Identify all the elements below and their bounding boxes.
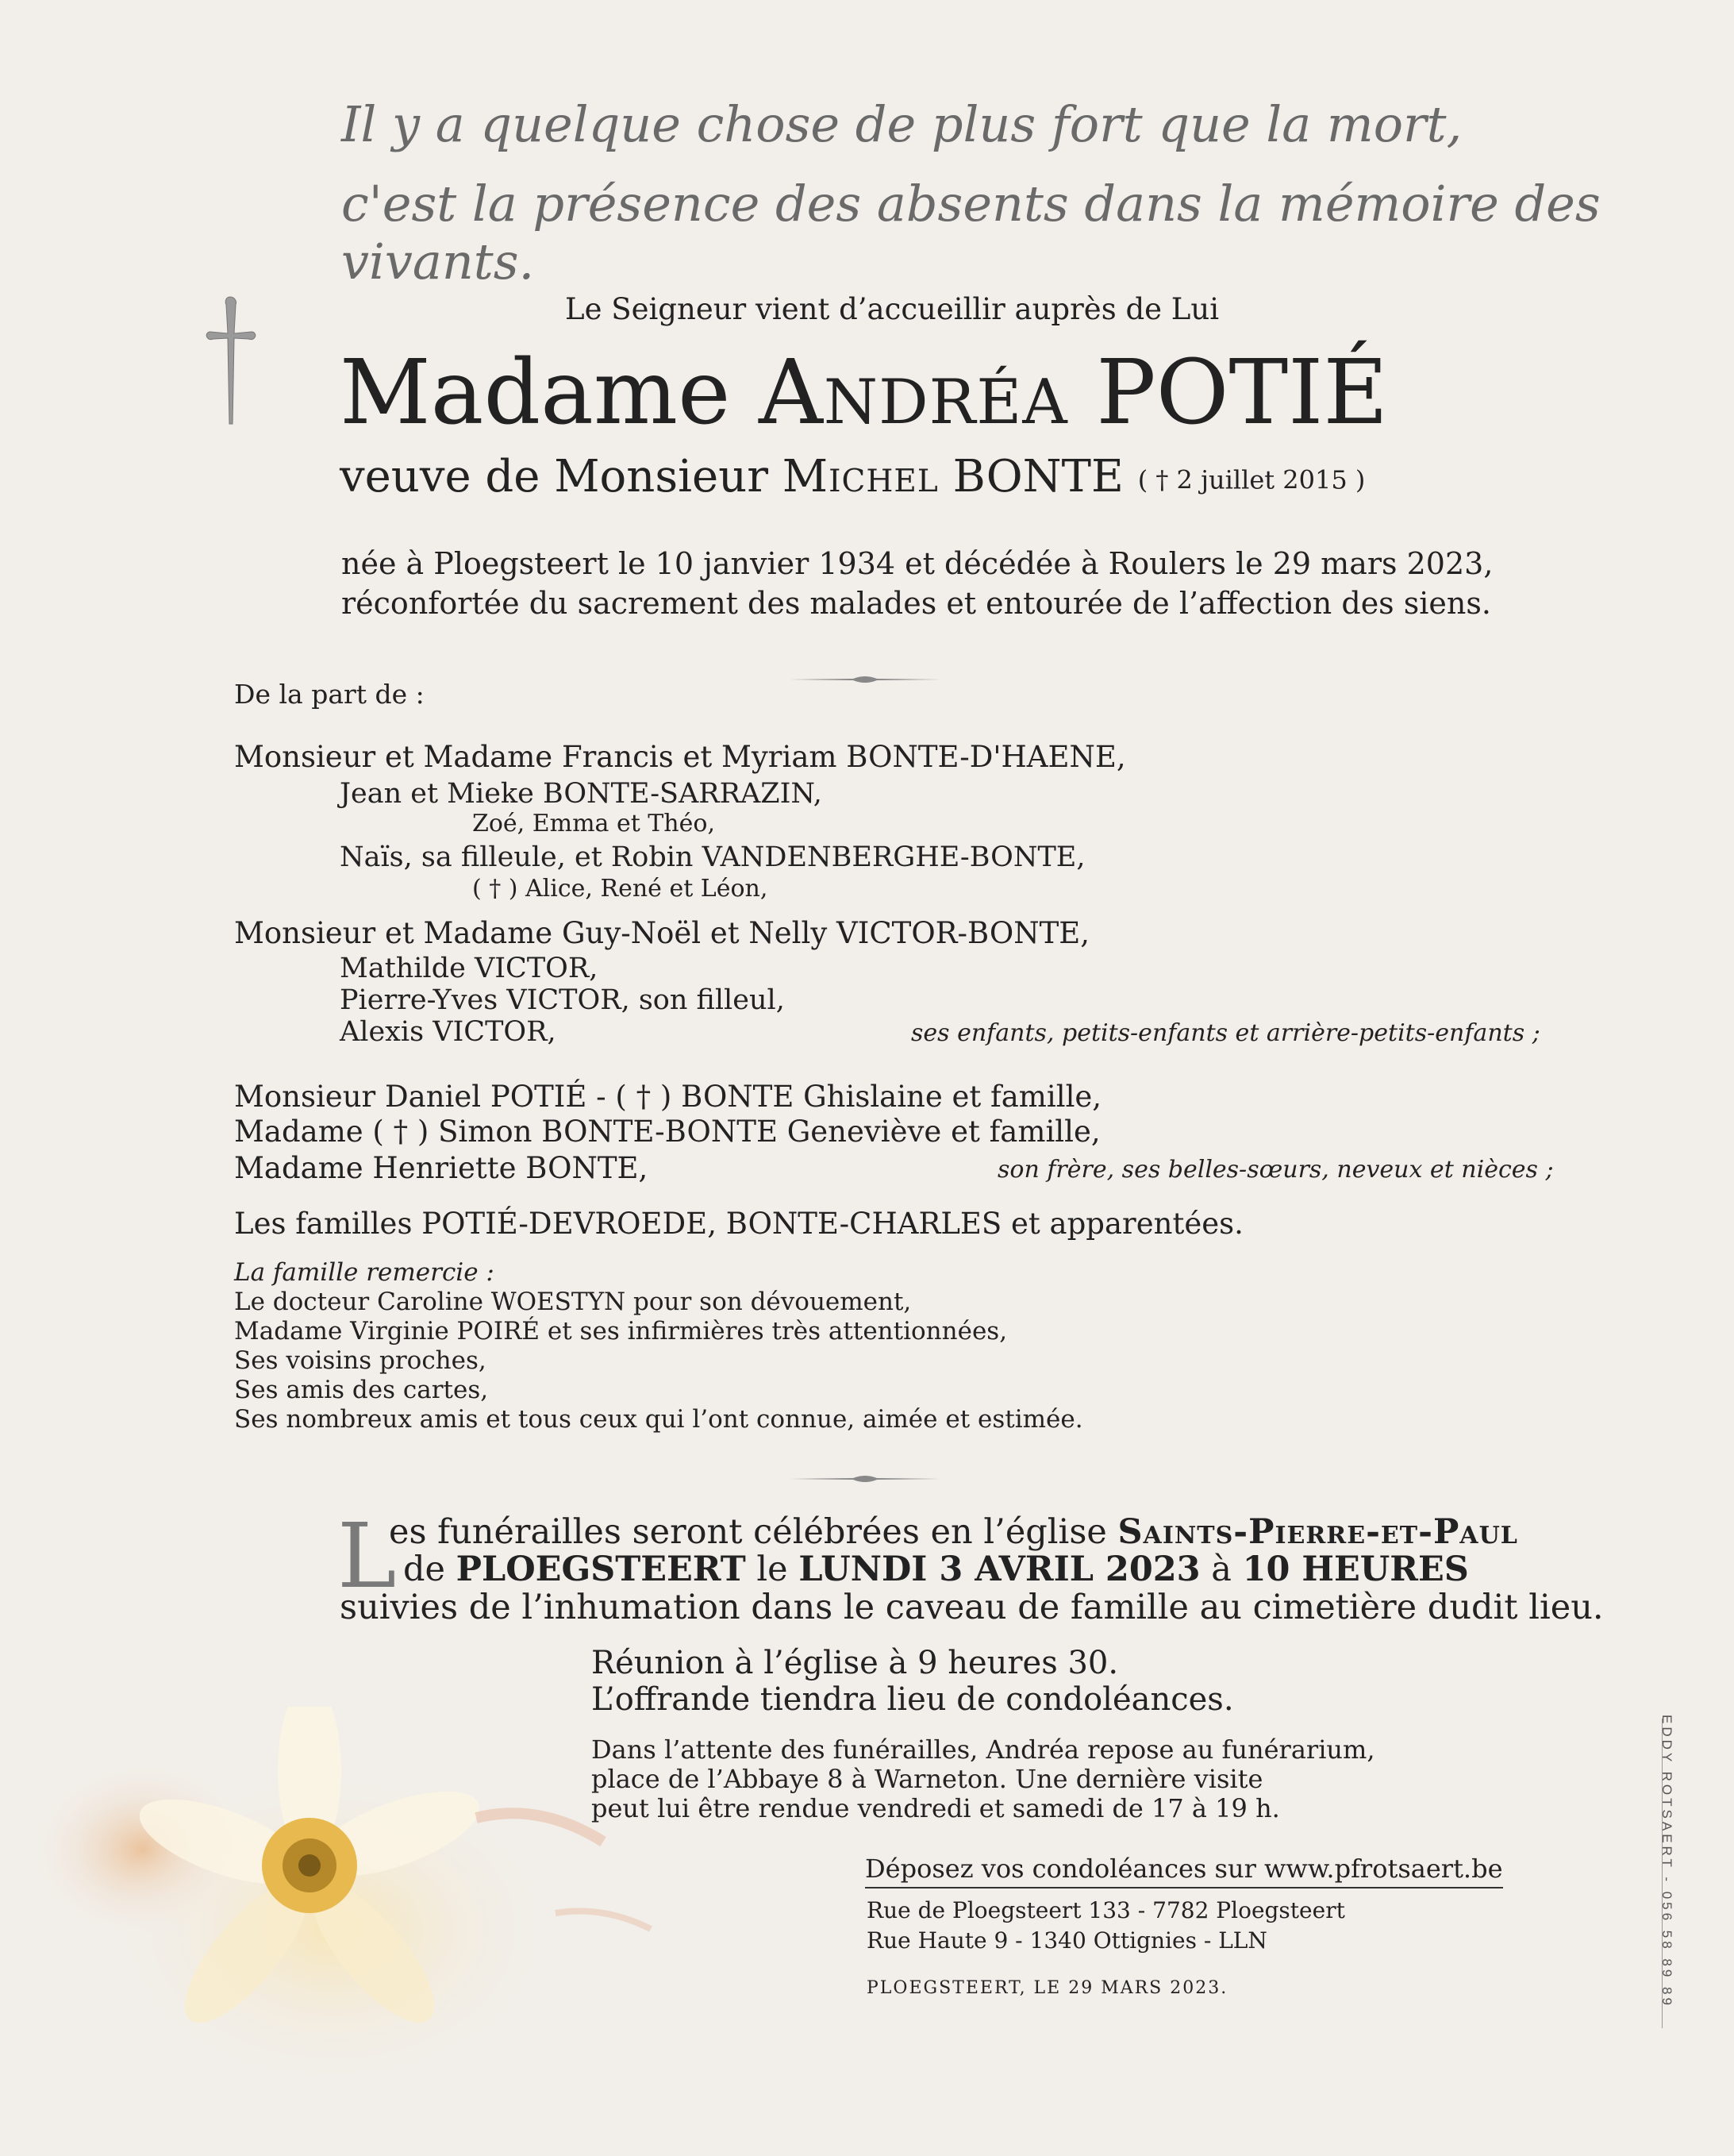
- ornament-divider: [790, 1470, 940, 1488]
- reunion-line: Réunion à l’église à 9 heures 30.: [591, 1645, 1119, 1681]
- family-line: Pierre-Yves VICTOR, son filleul,: [340, 984, 785, 1016]
- family-line: Jean et Mieke BONTE-SARRAZIN,: [340, 778, 822, 810]
- relation-note: son frère, ses belles-sœurs, neveux et nièces ;: [998, 1156, 1554, 1184]
- thanks-block: [234, 1258, 1083, 1434]
- wake-line: Dans l’attente des funérailles, Andréa repose au funérarium,: [591, 1734, 1375, 1765]
- widow-prefix: veuve de Monsieur: [340, 451, 768, 502]
- name-first: Andréa: [759, 341, 1068, 445]
- family-line: Naïs, sa filleule, et Robin VANDENBERGHE-BONTE,: [340, 841, 1086, 873]
- funeral-text: es funérailles seront célébrées en l’église: [389, 1512, 1118, 1552]
- husband-death: ( † 2 juillet 2015 ): [1137, 464, 1366, 495]
- family-line: Monsieur Daniel POTIÉ - ( † ) BONTE Ghislaine et famille,: [234, 1080, 1102, 1114]
- date-place: PLOEGSTEERT, LE 29 MARS 2023.: [867, 1978, 1228, 1998]
- funeral-time: 10 HEURES: [1242, 1550, 1469, 1589]
- quote-line-2: c'est la présence des absents dans la mémoire des vivants.: [341, 175, 1601, 291]
- family-line: Les familles POTIÉ-DEVROEDE, BONTE-CHARLES et apparentées.: [234, 1207, 1244, 1241]
- from-label: De la part de :: [234, 679, 425, 710]
- widow-line: [340, 451, 1365, 502]
- thanks-line: La famille remercie :: [234, 1258, 494, 1287]
- wake-line: place de l’Abbaye 8 à Warneton. Une dernière visite: [591, 1764, 1263, 1794]
- family-line: Monsieur et Madame Francis et Myriam BONTE-D'HAENE,: [234, 740, 1126, 774]
- thanks-line: Madame Virginie POIRÉ et ses infirmières très attentionnées,: [234, 1317, 1008, 1346]
- funeral-text: le: [745, 1550, 799, 1589]
- birth-line-1: née à Ploegsteert le 10 janvier 1934 et décédée à Roulers le 29 mars 2023,: [341, 546, 1494, 581]
- side-credit: [1655, 1715, 1674, 2028]
- drop-cap: L: [337, 1505, 397, 1608]
- funeral-place: PLOEGSTEERT: [456, 1550, 746, 1589]
- family-line: Monsieur et Madame Guy-Noël et Nelly VICTOR-BONTE,: [234, 916, 1090, 950]
- thanks-line: Ses nombreux amis et tous ceux qui l’ont connue, aimée et estimée.: [234, 1405, 1083, 1434]
- birth-line-2: réconfortée du sacrement des malades et entourée de l’affection des siens.: [341, 586, 1491, 621]
- family-line: Alexis VICTOR,: [340, 1016, 556, 1048]
- condolences-link[interactable]: Déposez vos condoléances sur www.pfrotsaert.be: [865, 1854, 1503, 1888]
- address-line: Rue de Ploegsteert 133 - 7782 Ploegsteert: [867, 1897, 1345, 1923]
- address-line: Rue Haute 9 - 1340 Ottignies - LLN: [867, 1927, 1267, 1954]
- husband-last: BONTE: [952, 451, 1124, 502]
- ornament-divider: [790, 671, 940, 688]
- funeral-text: à: [1200, 1550, 1243, 1589]
- funeral-line-2: [403, 1550, 1469, 1589]
- family-line: Zoé, Emma et Théo,: [472, 810, 715, 837]
- name-last: POTIÉ: [1096, 341, 1389, 445]
- thanks-line: Ses voisins proches,: [234, 1346, 486, 1375]
- relation-note: ses enfants, petits-enfants et arrière-petits-enfants ;: [911, 1019, 1540, 1047]
- quote-line-1: Il y a quelque chose de plus fort que la mort,: [341, 95, 1463, 153]
- side-credit-text: EDDY ROTSAERT - 056 58 89 89: [1659, 1715, 1674, 2008]
- family-line: Madame Henriette BONTE,: [234, 1151, 648, 1185]
- husband-first: Michel: [782, 451, 939, 502]
- church-name: Saints-Pierre-et-Paul: [1117, 1512, 1518, 1552]
- thanks-line: Ses amis des cartes,: [234, 1376, 489, 1404]
- deceased-name: [340, 341, 1388, 445]
- name-title: Madame: [340, 341, 731, 445]
- funeral-text: de: [403, 1550, 456, 1589]
- cross-icon: [202, 294, 258, 429]
- wake-line: peut lui être rendue vendredi et samedi de 17 à 19 h.: [591, 1793, 1280, 1823]
- family-line: Madame ( † ) Simon BONTE-BONTE Geneviève et famille,: [234, 1115, 1101, 1149]
- funeral-line-3: suivies de l’inhumation dans le caveau de famille au cimetière dudit lieu.: [340, 1588, 1604, 1627]
- funeral-line-1: [389, 1512, 1518, 1552]
- family-line: Mathilde VICTOR,: [340, 953, 598, 984]
- intro-text: Le Seigneur vient d’accueillir auprès de Lui: [565, 292, 1220, 326]
- thanks-line: Le docteur Caroline WOESTYN pour son dévouement,: [234, 1288, 912, 1316]
- funeral-date: LUNDI 3 AVRIL 2023: [798, 1550, 1201, 1589]
- offering-line: L’offrande tiendra lieu de condoléances.: [591, 1681, 1234, 1718]
- family-line: ( † ) Alice, René et Léon,: [472, 875, 768, 903]
- flower-image: [0, 1707, 794, 2156]
